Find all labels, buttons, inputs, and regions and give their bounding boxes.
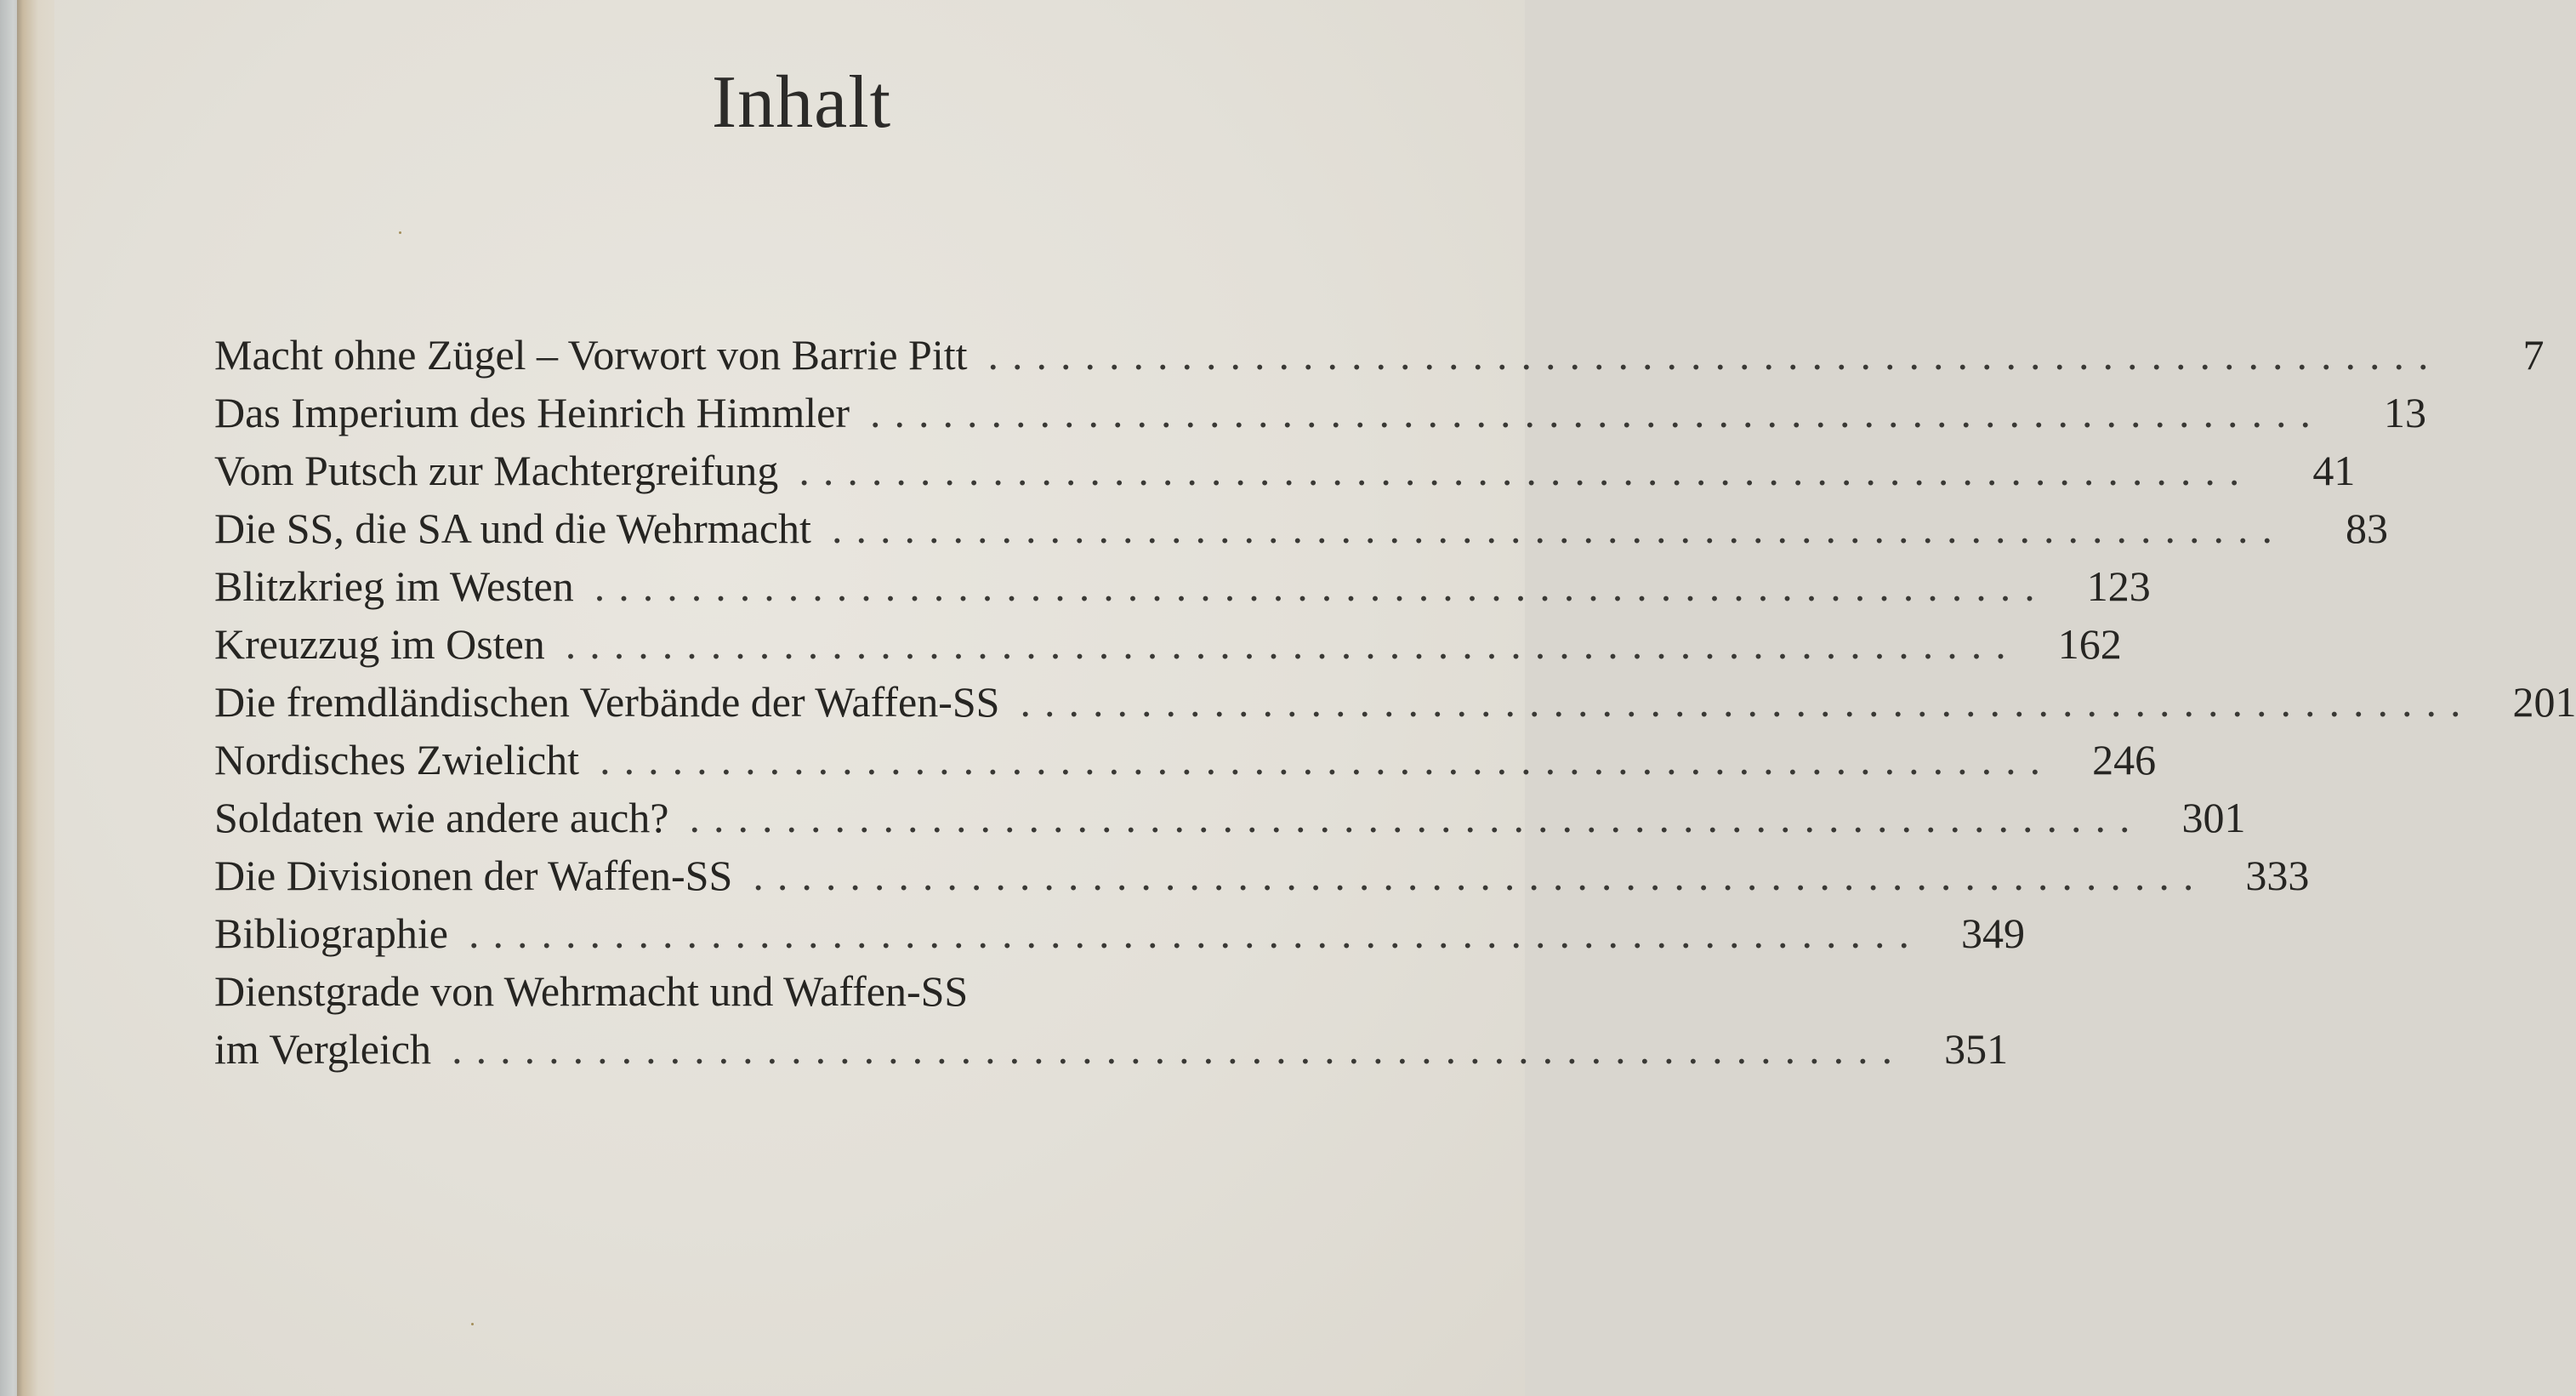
- toc-entry-label: Das Imperium des Heinrich Himmler: [214, 389, 850, 436]
- toc-entry-page: 351: [1944, 1025, 2009, 1073]
- toc-entry-page: 7: [2522, 331, 2545, 379]
- toc-entry-label: Die SS, die SA und die Wehrmacht: [214, 504, 811, 552]
- paper-speck: [471, 1323, 474, 1325]
- dot-leader: ............................................................: [452, 1025, 1907, 1073]
- toc-entry: [214, 322, 2545, 379]
- dot-leader: ............................................................: [689, 794, 2144, 841]
- dot-leader: ............................................................: [831, 504, 2286, 552]
- toc-entry: [214, 437, 2356, 495]
- toc-entry-label: Die fremdländischen Verbände der Waffen-SS: [214, 678, 1000, 726]
- toc-entry: [214, 669, 2576, 726]
- toc-entry-label-continued: im Vergleich: [214, 1025, 432, 1073]
- dot-leader: ............................................................: [594, 562, 2049, 610]
- toc-entry: [214, 784, 2246, 842]
- toc-entry-page: 123: [2086, 562, 2151, 610]
- toc-entry-page: 162: [2057, 620, 2122, 668]
- dot-leader: ............................................................: [600, 736, 2055, 783]
- toc-entry: [214, 900, 2025, 958]
- toc-entry-page: 246: [2092, 736, 2157, 783]
- toc-entry: [214, 611, 2122, 669]
- toc-entry-page: 13: [2384, 389, 2427, 436]
- toc-entry-label: Nordisches Zwielicht: [214, 736, 580, 783]
- toc-entry-label: Bibliographie: [214, 909, 448, 957]
- toc-entry-label: Macht ohne Zügel – Vorwort von Barrie Pitt: [214, 331, 968, 379]
- toc-entry-label: Soldaten wie andere auch?: [214, 794, 669, 841]
- dot-leader: ............................................................: [987, 331, 2442, 379]
- toc-entry: [214, 495, 2388, 553]
- dot-leader: ............................................................: [565, 620, 2020, 668]
- toc-entry-label: Vom Putsch zur Machtergreifung: [214, 447, 779, 494]
- page-title: Inhalt: [711, 61, 892, 144]
- toc-entry-label: Die Divisionen der Waffen-SS: [214, 852, 733, 899]
- table-of-contents: [214, 322, 2576, 1074]
- toc-entry-page: 41: [2312, 447, 2356, 494]
- dot-leader: ............................................................: [753, 852, 2208, 899]
- toc-entry-page: 333: [2245, 852, 2310, 899]
- toc-entry-label: Kreuzzug im Osten: [214, 620, 545, 668]
- toc-entry-label: Dienstgrade von Wehrmacht und Waffen-SS: [214, 967, 969, 1015]
- dot-leader: ............................................................: [1020, 678, 2475, 726]
- toc-entry-page: 349: [1960, 909, 2025, 957]
- toc-entry-page: 201: [2512, 678, 2576, 726]
- paper-speck: [399, 231, 401, 234]
- toc-entry: [214, 553, 2151, 611]
- dot-leader: ............................................................: [468, 909, 1923, 957]
- toc-entry: [214, 379, 2427, 437]
- dot-leader: ............................................................: [870, 389, 2325, 436]
- toc-entry-label: Blitzkrieg im Westen: [214, 562, 574, 610]
- dot-leader: ............................................................: [799, 447, 2254, 494]
- toc-entry-page: 83: [2345, 504, 2388, 552]
- toc-entry: [214, 958, 2009, 1074]
- toc-entry: [214, 842, 2310, 900]
- toc-entry-page: 301: [2181, 794, 2246, 841]
- toc-entry: [214, 726, 2157, 784]
